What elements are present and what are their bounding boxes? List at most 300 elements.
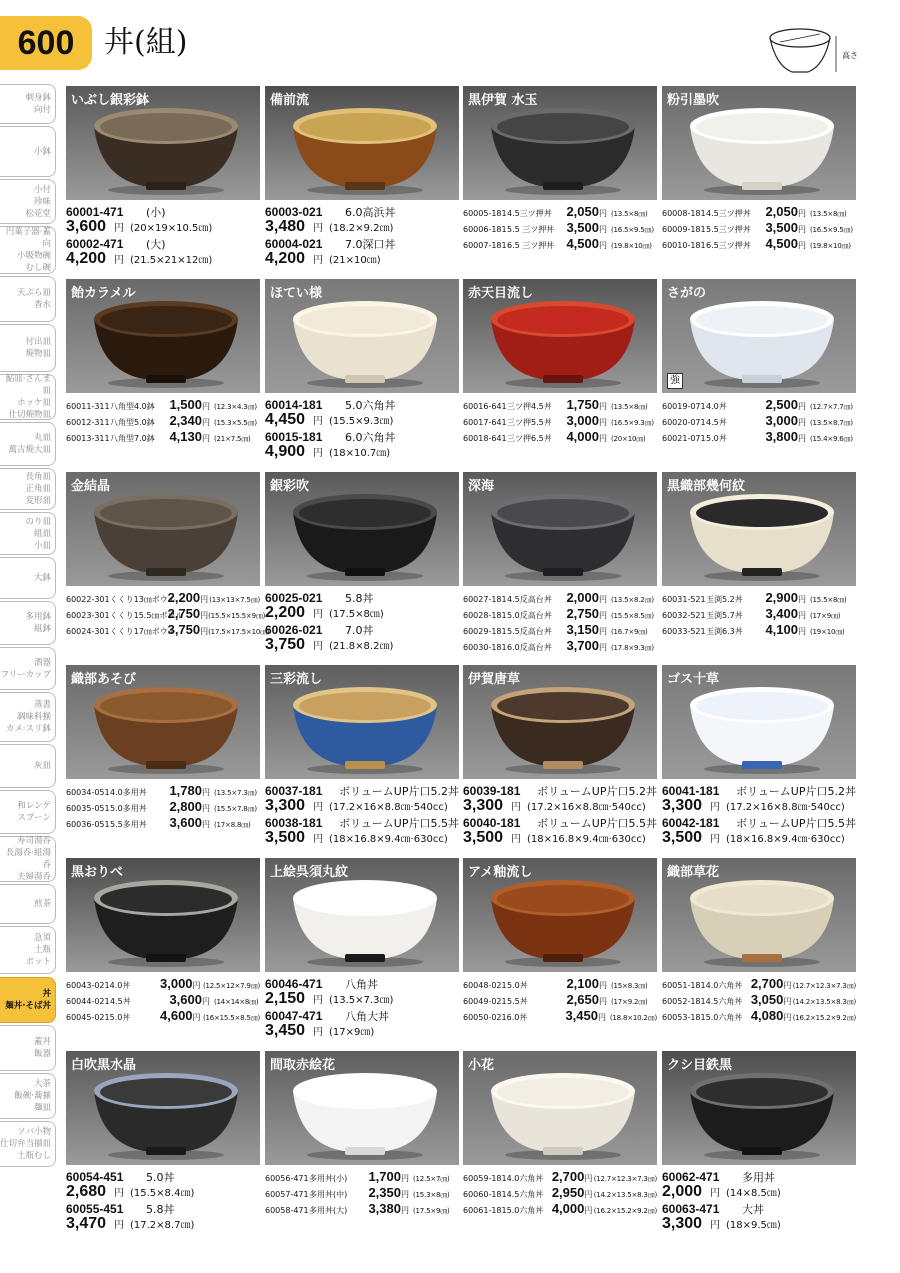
product-size: (18×16.8×9.4㎝·630cc) bbox=[527, 834, 646, 845]
product-photo[interactable] bbox=[662, 86, 856, 200]
product-name: 三彩流し bbox=[270, 672, 323, 687]
product-code: 60062-471 bbox=[662, 1170, 720, 1184]
product-info bbox=[662, 397, 856, 467]
product-note: ボリュームUP片口5.2丼 bbox=[537, 785, 657, 798]
product-size: (13.5×8㎝) bbox=[611, 210, 648, 218]
product-code-line bbox=[66, 236, 260, 250]
product-info bbox=[66, 397, 260, 467]
product-code: 60008-181 bbox=[662, 209, 706, 218]
product-note: 6.5 三ツ押丼 bbox=[507, 241, 555, 250]
product-code: 60018-641 bbox=[463, 434, 507, 443]
product-photo[interactable] bbox=[265, 1051, 459, 1165]
product-row bbox=[662, 204, 856, 220]
product-note: 5.0六角丼 bbox=[705, 1013, 743, 1022]
product-price: 3,000 bbox=[765, 413, 798, 428]
product-size: (17.8×9.3㎝) bbox=[611, 644, 654, 652]
product-row bbox=[463, 606, 657, 622]
product-price: 2,100 bbox=[566, 976, 599, 991]
product-note: 5.8丼 bbox=[345, 592, 374, 605]
price-unit: 円 bbox=[202, 418, 210, 427]
sidebar-tab[interactable]: 刺身鉢 向付 bbox=[0, 84, 56, 124]
product-size: (21×10㎝) bbox=[329, 255, 381, 266]
sidebar-tab[interactable]: 大茶 飯碗·蕎揃 麺皿 bbox=[0, 1073, 56, 1119]
product-photo[interactable] bbox=[463, 279, 657, 393]
price-unit: 円 bbox=[599, 241, 607, 250]
product-code: 60010-181 bbox=[662, 241, 706, 250]
product-code-line bbox=[463, 783, 657, 797]
product-note: 玉渕5.2丼 bbox=[706, 595, 743, 604]
product-row bbox=[662, 397, 856, 413]
product-size: (13.5×7.3㎝) bbox=[329, 995, 394, 1006]
product-photo[interactable] bbox=[662, 1051, 856, 1165]
product-row bbox=[463, 976, 657, 992]
sidebar-tab[interactable]: ソバ小物 仕切弁当揃皿 土瓶むし bbox=[0, 1121, 56, 1167]
product-price: 3,600 bbox=[169, 992, 202, 1007]
product-price: 2,050 bbox=[566, 204, 599, 219]
product-size: (14×8.5㎝) bbox=[726, 1188, 781, 1199]
product-code-line bbox=[265, 397, 459, 411]
product-size: (13.5×8㎝) bbox=[810, 210, 847, 218]
price-unit: 円 bbox=[798, 225, 806, 234]
product-note: 5.0丼 bbox=[507, 981, 528, 990]
sidebar-tab[interactable]: 煎茶 bbox=[0, 884, 56, 924]
product-code-line bbox=[662, 1201, 856, 1215]
product-note: (小) bbox=[146, 206, 166, 219]
product-note: 4.5反高台丼 bbox=[507, 595, 552, 604]
product-code: 60004-021 bbox=[265, 237, 323, 251]
price-unit: 円 bbox=[200, 595, 209, 604]
product-size: (18.8×10.2㎝) bbox=[609, 1014, 657, 1022]
price-unit: 円 bbox=[599, 209, 607, 218]
product-photo[interactable] bbox=[662, 279, 856, 393]
product-size: (19×10㎝) bbox=[810, 628, 845, 636]
product-info bbox=[66, 1169, 260, 1239]
product-code-line bbox=[265, 783, 459, 797]
sidebar-tab[interactable]: 酒器 フリーカップ bbox=[0, 647, 56, 690]
product-note: 八角型7.0鉢 bbox=[110, 434, 155, 443]
price-unit: 円 bbox=[313, 448, 323, 459]
product-price: 3,480 bbox=[265, 218, 306, 235]
product-name: 赤天目流し bbox=[468, 286, 534, 301]
product-row bbox=[66, 976, 260, 992]
product-note: 7.0丼 bbox=[345, 624, 374, 637]
sidebar-tab[interactable]: 付出皿 焼物皿 bbox=[0, 324, 56, 372]
product-photo[interactable] bbox=[662, 858, 856, 972]
price-unit: 円 bbox=[200, 611, 209, 620]
product-price: 3,500 bbox=[765, 220, 798, 235]
product-size: (14×14×8㎝) bbox=[214, 998, 259, 1006]
product-price: 2,200 bbox=[265, 604, 306, 621]
product-photo[interactable] bbox=[66, 858, 260, 972]
product-info bbox=[265, 1169, 459, 1239]
product-code: 60028-181 bbox=[463, 611, 507, 620]
sidebar-tab[interactable]: 蓋丼 飯器 bbox=[0, 1025, 56, 1071]
product-photo[interactable] bbox=[463, 472, 657, 586]
sidebar-tab[interactable]: 大鉢 bbox=[0, 557, 56, 599]
product-row bbox=[265, 1169, 459, 1185]
product-size: (17×9㎝) bbox=[329, 1027, 375, 1038]
product-size: (13.5×7.3㎝) bbox=[214, 789, 257, 797]
price-unit: 円 bbox=[202, 788, 210, 797]
price-unit: 円 bbox=[313, 995, 323, 1006]
product-note: 多用丼 bbox=[742, 1171, 775, 1184]
product-price-line bbox=[265, 250, 459, 268]
price-unit: 円 bbox=[798, 595, 806, 604]
product-photo[interactable] bbox=[662, 472, 856, 586]
product-size: (19.8×10㎝) bbox=[611, 242, 652, 250]
sidebar-tab[interactable]: 丸皿 萬古焼大皿 bbox=[0, 422, 56, 466]
product-price: 1,700 bbox=[368, 1169, 401, 1184]
sidebar-tab[interactable]: 多用鉢 組鉢 bbox=[0, 601, 56, 645]
product-cell bbox=[265, 472, 459, 660]
sidebar-tab[interactable]: 天ぷら皿 香水 bbox=[0, 276, 56, 322]
product-note: 4.5六角丼 bbox=[705, 997, 743, 1006]
product-cell bbox=[66, 665, 260, 853]
price-unit: 円 bbox=[401, 1174, 409, 1183]
product-price: 3,500 bbox=[265, 829, 306, 846]
product-size: (15×8.3㎝) bbox=[611, 982, 648, 990]
product-note: 三ツ押4.5丼 bbox=[507, 402, 552, 411]
product-cell bbox=[265, 858, 459, 1046]
product-code: 60022-301 bbox=[66, 595, 110, 604]
product-note: くくり17㎝ボウル bbox=[109, 627, 176, 636]
product-row bbox=[662, 236, 856, 252]
product-size: (20×10㎝) bbox=[611, 435, 646, 443]
product-size: (13.5×8.2㎝) bbox=[611, 596, 654, 604]
product-info bbox=[265, 783, 459, 853]
product-size: (17.2×16×8.8㎝·540cc) bbox=[329, 802, 448, 813]
page-header bbox=[0, 0, 900, 78]
product-size: (12.7×12.3×7.3㎝) bbox=[792, 982, 856, 990]
product-size: (21.8×8.2㎝) bbox=[329, 641, 394, 652]
product-cell bbox=[463, 665, 657, 853]
price-unit: 円 bbox=[798, 611, 806, 620]
product-price-line bbox=[265, 218, 459, 236]
product-size: (20×19×10.5㎝) bbox=[130, 223, 213, 234]
price-unit: 円 bbox=[114, 1188, 124, 1199]
product-price: 4,000 bbox=[551, 1201, 585, 1216]
sidebar-tab[interactable]: 灰皿 bbox=[0, 744, 56, 788]
product-row bbox=[662, 413, 856, 429]
product-code: 60038-181 bbox=[265, 816, 323, 830]
product-price: 4,500 bbox=[765, 236, 798, 251]
price-unit: 円 bbox=[114, 223, 124, 234]
product-row bbox=[662, 606, 856, 622]
product-price-line bbox=[265, 636, 459, 654]
product-note: 5.0六角丼 bbox=[506, 1206, 544, 1215]
product-cell bbox=[463, 858, 657, 1046]
product-code: 60006-181 bbox=[463, 225, 507, 234]
price-unit: 円 bbox=[798, 627, 806, 636]
product-note: 5.5丼 bbox=[507, 997, 528, 1006]
product-size: (13×13×7.5㎝) bbox=[209, 596, 260, 604]
product-row bbox=[66, 799, 260, 815]
product-row bbox=[463, 397, 657, 413]
product-price-line bbox=[66, 218, 260, 236]
product-price: 4,100 bbox=[765, 622, 798, 637]
sidebar-tab[interactable]: 長角皿 正角皿 変形皿 bbox=[0, 468, 56, 510]
product-price: 4,450 bbox=[265, 411, 306, 428]
product-price: 2,000 bbox=[662, 1183, 703, 1200]
product-code: 60050-021 bbox=[463, 1013, 507, 1022]
price-unit: 円 bbox=[783, 1013, 792, 1022]
product-code: 60005-181 bbox=[463, 209, 507, 218]
product-info bbox=[66, 976, 260, 1046]
product-row bbox=[66, 622, 270, 638]
product-photo[interactable] bbox=[463, 1051, 657, 1165]
product-price: 3,400 bbox=[765, 606, 798, 621]
product-code: 60040-181 bbox=[463, 816, 521, 830]
product-size: (15.5×15.5×9㎝) bbox=[208, 612, 266, 620]
product-code: 60014-181 bbox=[265, 398, 323, 412]
price-unit: 円 bbox=[798, 402, 806, 411]
product-name: クシ目鉄黒 bbox=[667, 1058, 733, 1073]
product-photo[interactable] bbox=[265, 86, 459, 200]
product-info bbox=[265, 976, 459, 1046]
product-code: 60024-301 bbox=[66, 627, 110, 636]
product-row bbox=[265, 1185, 459, 1201]
product-note: 4.0六角丼 bbox=[506, 1174, 544, 1183]
product-size: (16×15.5×8.5㎝) bbox=[202, 1014, 260, 1022]
product-code: 60003-021 bbox=[265, 205, 323, 219]
price-unit: 円 bbox=[584, 1190, 593, 1199]
product-note: 八角丼 bbox=[345, 978, 378, 991]
product-photo[interactable] bbox=[265, 279, 459, 393]
sidebar-tab[interactable]: 和レンゲ スプーン bbox=[0, 790, 56, 834]
product-row bbox=[66, 429, 260, 445]
product-row bbox=[662, 429, 856, 445]
product-price: 3,000 bbox=[566, 413, 599, 428]
product-photo[interactable] bbox=[463, 665, 657, 779]
product-price-line bbox=[463, 829, 657, 847]
product-photo[interactable] bbox=[265, 858, 459, 972]
price-unit: 円 bbox=[114, 255, 124, 266]
product-price: 2,650 bbox=[566, 992, 599, 1007]
product-price: 3,600 bbox=[169, 815, 202, 830]
product-cell bbox=[66, 858, 260, 1046]
product-price-line bbox=[265, 990, 459, 1008]
product-price: 2,050 bbox=[765, 204, 798, 219]
product-note: 4.0丼 bbox=[706, 402, 727, 411]
product-code: 60059-181 bbox=[463, 1174, 507, 1183]
product-note: 三ツ押5.5丼 bbox=[507, 418, 552, 427]
product-name: 伊賀唐草 bbox=[468, 672, 521, 687]
price-unit: 円 bbox=[313, 223, 323, 234]
product-name: 黒伊賀 水玉 bbox=[468, 93, 538, 108]
product-row bbox=[66, 783, 260, 799]
product-info bbox=[66, 590, 270, 660]
price-unit: 円 bbox=[200, 627, 209, 636]
product-code: 60023-301 bbox=[66, 611, 110, 620]
product-photo[interactable] bbox=[66, 1051, 260, 1165]
product-info bbox=[463, 590, 657, 660]
product-code: 60063-471 bbox=[662, 1202, 720, 1216]
sidebar-tab[interactable]: 丼 麺丼·そば丼 bbox=[0, 977, 56, 1023]
product-size: (18×16.8×9.4㎝·630cc) bbox=[726, 834, 845, 845]
product-code: 60034-051 bbox=[66, 788, 110, 797]
product-price-line bbox=[66, 1183, 260, 1201]
product-photo[interactable] bbox=[463, 858, 657, 972]
product-note: 5.0丼 bbox=[146, 1171, 175, 1184]
product-size: (12.5×7㎝) bbox=[413, 1175, 450, 1183]
product-note: 5.0丼 bbox=[706, 434, 727, 443]
product-cell bbox=[463, 1051, 657, 1239]
product-price: 2,150 bbox=[265, 990, 306, 1007]
product-code: 60054-451 bbox=[66, 1170, 124, 1184]
product-note: くくり13㎝ボウル bbox=[109, 595, 176, 604]
product-price-line bbox=[662, 829, 856, 847]
product-size: (14.2×13.5×8.3㎝) bbox=[792, 998, 856, 1006]
product-name: 備前流 bbox=[270, 93, 310, 108]
product-code: 60044-021 bbox=[66, 997, 110, 1006]
price-unit: 円 bbox=[401, 1190, 409, 1199]
product-photo[interactable] bbox=[265, 665, 459, 779]
product-code-line bbox=[265, 976, 459, 990]
product-code: 60056-471 bbox=[265, 1174, 309, 1183]
product-price: 1,500 bbox=[169, 397, 202, 412]
product-photo[interactable] bbox=[66, 279, 260, 393]
product-code-line bbox=[66, 1201, 260, 1215]
product-code: 60016-641 bbox=[463, 402, 507, 411]
product-note: 5.0丼 bbox=[109, 1013, 131, 1022]
product-size: (17.5×8㎝) bbox=[329, 609, 384, 620]
product-price-line bbox=[265, 1022, 459, 1040]
product-code: 60033-521 bbox=[662, 627, 706, 636]
product-info bbox=[463, 783, 657, 853]
product-row bbox=[66, 606, 266, 622]
product-price: 1,780 bbox=[169, 783, 202, 798]
product-size: (12.7×7.7㎝) bbox=[810, 403, 853, 411]
product-note: 4.5六角丼 bbox=[506, 1190, 544, 1199]
product-note: 6.0高浜丼 bbox=[345, 206, 396, 219]
product-price: 3,050 bbox=[750, 992, 784, 1007]
product-code: 60007-181 bbox=[463, 241, 507, 250]
product-price-line bbox=[66, 1215, 260, 1233]
sidebar-tab[interactable]: 小鉢 bbox=[0, 126, 56, 177]
product-photo[interactable] bbox=[66, 86, 260, 200]
product-note: 多用丼(中) bbox=[309, 1190, 348, 1199]
product-note: 4.0多用丼 bbox=[110, 788, 147, 797]
product-size: (13.5×8㎝) bbox=[611, 403, 648, 411]
product-note: 多用丼(大) bbox=[309, 1206, 348, 1215]
product-cell bbox=[662, 858, 856, 1046]
product-code: 60013-311 bbox=[66, 434, 110, 443]
product-info bbox=[662, 590, 856, 660]
product-photo[interactable] bbox=[66, 665, 260, 779]
price-unit: 円 bbox=[798, 209, 806, 218]
price-unit: 円 bbox=[798, 434, 806, 443]
sidebar-tab[interactable]: 鮎皿·さんま皿 ホッケ皿 仕切焼物皿 bbox=[0, 374, 56, 420]
product-photo[interactable] bbox=[463, 86, 657, 200]
product-price: 2,340 bbox=[169, 413, 202, 428]
product-note: 玉渕6.3丼 bbox=[706, 627, 743, 636]
sidebar-tab[interactable]: 寿司湯呑 長湯呑·組湯呑 夫婦湯呑 bbox=[0, 836, 56, 882]
product-note: ボリュームUP片口5.5丼 bbox=[736, 817, 856, 830]
product-cell bbox=[66, 279, 260, 467]
product-note: 4.0丼 bbox=[109, 981, 131, 990]
price-unit: 円 bbox=[202, 434, 210, 443]
price-unit: 円 bbox=[313, 641, 323, 652]
product-price-line bbox=[265, 411, 459, 429]
product-note: ボリュームUP片口5.2丼 bbox=[339, 785, 459, 798]
product-row bbox=[66, 397, 260, 413]
product-photo[interactable] bbox=[265, 472, 459, 586]
product-name: 織部草花 bbox=[667, 865, 720, 880]
sidebar-tab[interactable]: 円菓子器·蓋向 小吸物碗 むし碗 bbox=[0, 226, 56, 274]
product-price: 3,300 bbox=[265, 797, 306, 814]
product-price-line bbox=[662, 1183, 856, 1201]
product-row bbox=[66, 815, 260, 831]
product-cell bbox=[265, 1051, 459, 1239]
product-photo[interactable] bbox=[662, 665, 856, 779]
product-price-line bbox=[265, 797, 459, 815]
product-size: (15.5×8.4㎝) bbox=[130, 1188, 195, 1199]
page-title: 丼(組) bbox=[104, 25, 188, 60]
sidebar-tab[interactable]: のり皿 組皿 小皿 bbox=[0, 512, 56, 555]
product-price: 2,750 bbox=[167, 606, 201, 621]
product-code-line bbox=[265, 236, 459, 250]
product-name: 小花 bbox=[468, 1058, 495, 1073]
product-size: (17×8.8㎝) bbox=[214, 821, 251, 829]
product-row bbox=[463, 638, 657, 654]
product-size: (15.5×8.5㎝) bbox=[611, 612, 654, 620]
price-unit: 円 bbox=[511, 802, 521, 813]
product-note: 5.0反高台丼 bbox=[507, 611, 552, 620]
price-unit: 円 bbox=[584, 1174, 593, 1183]
product-cell bbox=[662, 279, 856, 467]
product-code-line bbox=[66, 204, 260, 218]
product-price: 4,200 bbox=[66, 250, 107, 267]
product-code-line bbox=[662, 815, 856, 829]
product-price: 4,000 bbox=[566, 429, 599, 444]
product-row bbox=[662, 590, 856, 606]
product-name: 黒おりべ bbox=[71, 865, 124, 880]
product-row bbox=[463, 1185, 657, 1201]
product-price: 3,500 bbox=[566, 220, 599, 235]
sidebar-tab[interactable]: 小付 珍味 松花堂 bbox=[0, 179, 56, 224]
product-cell bbox=[662, 472, 856, 660]
product-size: (19.8×10㎝) bbox=[810, 242, 851, 250]
product-row bbox=[463, 1169, 657, 1185]
product-note: 八角大丼 bbox=[345, 1010, 389, 1023]
product-info bbox=[662, 976, 856, 1046]
product-note: 6.0六角丼 bbox=[345, 431, 396, 444]
product-name: 織部あそび bbox=[71, 672, 137, 687]
product-info bbox=[463, 1169, 657, 1239]
product-note: 八角型4.0鉢 bbox=[110, 402, 155, 411]
product-price: 2,950 bbox=[551, 1185, 585, 1200]
product-photo[interactable] bbox=[66, 472, 260, 586]
product-size: (16.7×9㎝) bbox=[611, 628, 648, 636]
product-cell bbox=[265, 665, 459, 853]
price-unit: 円 bbox=[313, 416, 323, 427]
product-price: 3,150 bbox=[566, 622, 599, 637]
product-code: 60047-471 bbox=[265, 1009, 323, 1023]
price-unit: 円 bbox=[202, 997, 210, 1006]
product-price: 3,300 bbox=[463, 797, 504, 814]
product-name: 間取赤絵花 bbox=[270, 1058, 336, 1073]
product-price: 2,000 bbox=[566, 590, 599, 605]
sidebar-tab[interactable]: 急須 土瓶 ポット bbox=[0, 926, 56, 974]
product-info bbox=[662, 1169, 856, 1239]
price-unit: 円 bbox=[511, 834, 521, 845]
product-size: (16.2×15.2×9.2㎝) bbox=[593, 1207, 657, 1215]
sidebar-tab[interactable]: 蒸書 調味料揃 カメ·スリ鉢 bbox=[0, 692, 56, 742]
product-size: (15.4×9.6㎝) bbox=[810, 435, 853, 443]
price-unit: 円 bbox=[313, 1027, 323, 1038]
product-code: 60027-181 bbox=[463, 595, 507, 604]
product-name: ほてい様 bbox=[270, 286, 323, 301]
